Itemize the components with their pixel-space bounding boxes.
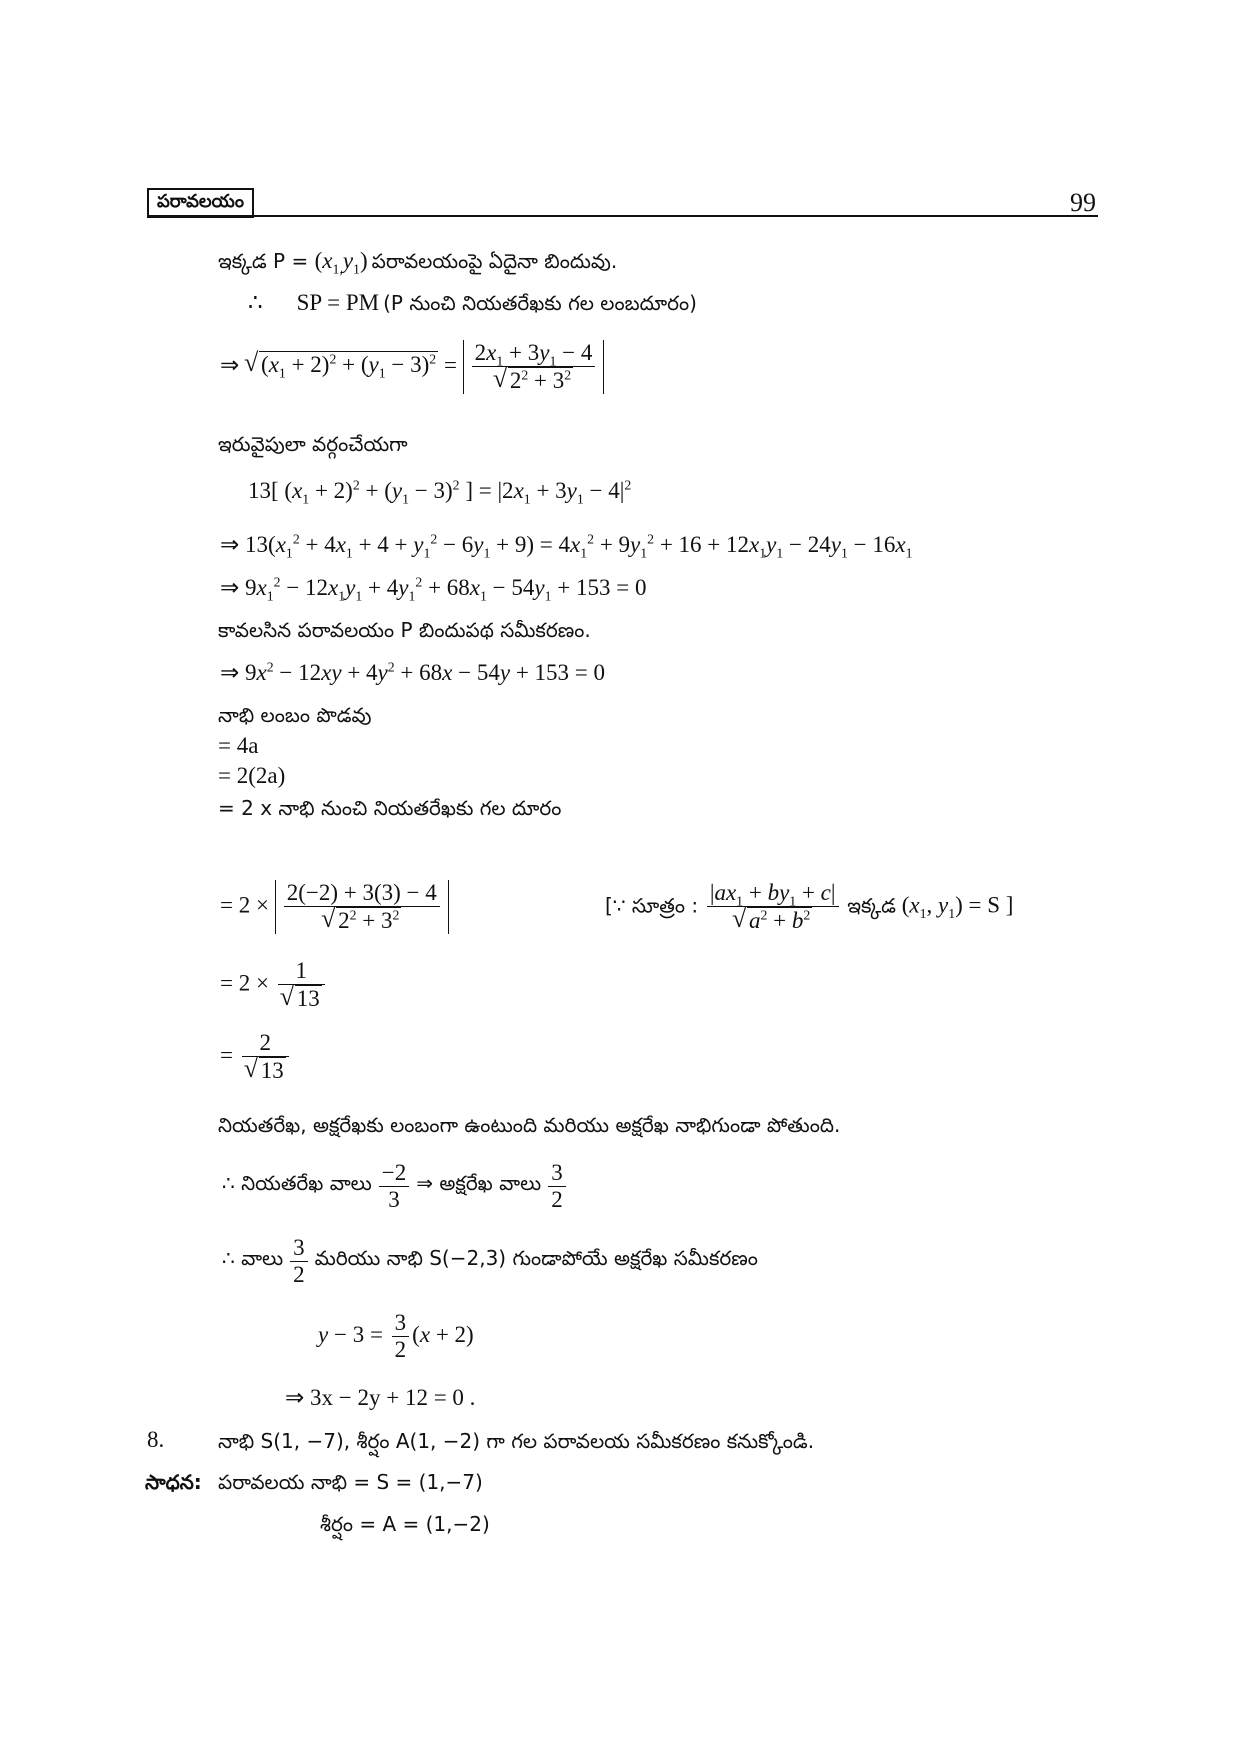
formula-note: [∵ సూత్రం : $|ax_1 + by_1 + c|$ √ $a^2 + b^2$ ఇక్కడ ($x_1$, $y_1) = S$ ] [605,880,1013,934]
axis-equation-line: ∴ వాలు $\frac{3}{2}$ మరియు నాభి S(−2,3) గుండాపోయే అక్షరేఖ సమీకరణం [222,1235,758,1287]
equation-13: 13[ $(x_1 + 2)^2 + (y_1 - 3)^2$ ] = $|2x_1 + 3y_1 - 4|^2$ [248,477,632,507]
axis-equation-text: మరియు నాభి S(−2,3) గుండాపోయే అక్షరేఖ సమీకరణం [314,1246,758,1271]
equation-simplified: ⇒ $9x_1^2 - 12x_1y_1 + 4y_1^2 + 68x_1 - 54y_1 + 153 = 0$ [220,574,647,604]
latus-rectum-text: నాభి లంబం పొడవు [218,703,372,727]
therefore-symbol: ∴ [248,290,263,315]
distance-result: = 2 √ 13 [220,1030,292,1084]
equation-expand: ⇒ $13(x_1^2 + 4x_1 + 4 + y_1^2 - 6y_1 + 9) = 4x_1^2 + 9y_1^2 + 16 + 12x_1y_1 - 24y_1 - 16x_1$ [220,531,913,561]
latus-2-2a: = 2(2a) [218,763,286,788]
line-point-p: ఇక్కడ $P = (x_{1,}y_1)$ పరావలయంపై ఏదైనా బిందువు. [218,248,618,277]
sp-pm-equation: SP = PM [296,290,380,315]
chapter-title: పరావలయం [147,188,254,218]
locus-text: కావలసిన పరావలయం P బిందుపథ సమీకరణం. [218,618,591,642]
locus-equation: ⇒ $9x^2 - 12xy + 4y^2 + 68x - 54y + 153 = 0$ [220,659,606,685]
solution-vertex: శీర్షం = A = (1,−2) [320,1512,490,1536]
axis-point-slope: y − 3 = $\frac{3}{2}$ (x + 2) [318,1310,474,1362]
squaring-text: ఇరువైపులా వర్గంచేయగా [218,432,408,456]
axis-perpendicular-text: నియతరేఖ, అక్షరేఖకు లంబంగా ఉంటుంది మరియు అక్షరేఖ నాభిగుండా పోతుంది. [218,1113,841,1137]
question-text: నాభి S(1, −7), శీర్షం A(1, −2) గా గల పరావలయ సమీకరణం కనుక్కోండి. [218,1429,815,1453]
formula-where: ఇక్కడ [847,893,896,918]
formula-end: = S ] [968,892,1014,918]
distance-computation: = 2 × 2(−2) + 3(3) − 4 √ $2^2 + 3^2$ [220,880,449,934]
page-number: 99 [1070,188,1096,217]
line-point-p-text: ఇక్కడ P = [218,249,315,273]
distance-step2: = 2 × 1 √ 13 [220,958,328,1012]
line-point-p-tail: పరావలయంపై ఏదైనా బిందువు. [371,249,618,273]
question-number: 8. [147,1427,165,1452]
formula-label: [∵ సూత్రం : [605,893,699,918]
line-sp-pm [248,290,697,320]
slope-label: ∴ వాలు [222,1246,284,1271]
solution-label: సాధన: [145,1470,202,1494]
header-rule [147,215,1098,217]
sp-pm-note: (P నుంచి నియతరేఖకు గల లంబదూరం) [383,291,697,315]
axis-final: ⇒ 3x − 2y + 12 = 0 . [285,1385,476,1410]
latus-distance-text: = 2 x నాభి నుంచి నియతరేఖకు గల దూరం [218,796,562,820]
slope-line: ∴ నియతరేఖ వాలు $\frac{-2}{3}$ ⇒ అక్షరేఖ వాలు $\frac{3}{2}$ [222,1160,569,1213]
latus-4a: = 4a [218,733,259,758]
directrix-slope-text: ∴ నియతరేఖ వాలు [222,1171,372,1196]
solution-focus: పరావలయ నాభి = S = (1,−7) [218,1470,483,1494]
distance-equation: ⇒ √ $(x_1 + 2)^2 + (y_1 - 3)^2$ = $2x_1 + 3y_1 - 4$ √ $2^2 + 3^2$ [220,340,604,394]
implies-symbol: ⇒ [220,352,240,378]
axis-slope-text: ⇒ అక్షరేఖ వాలు [416,1171,542,1196]
